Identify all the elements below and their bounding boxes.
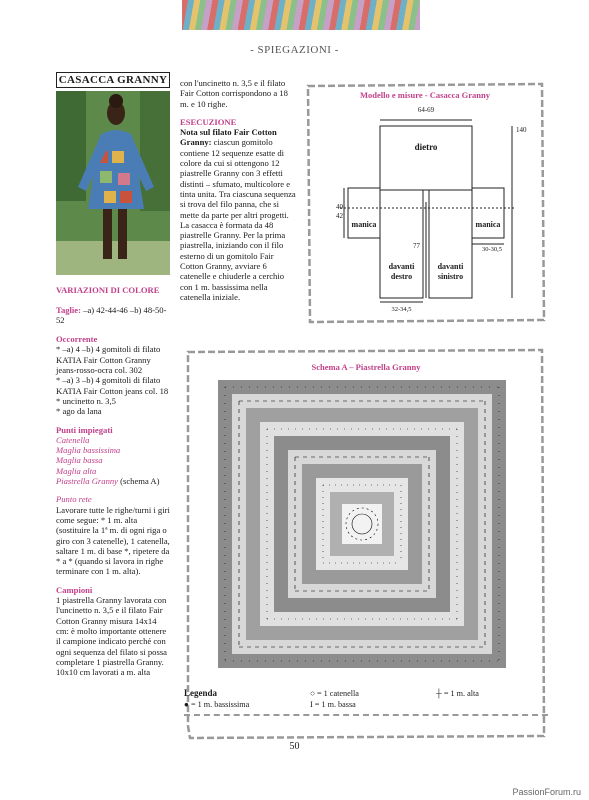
- bottom-width-label: 32-34,5: [391, 306, 412, 313]
- stitch-item: Maglia bassa: [56, 455, 103, 466]
- sizes-label: Taglie:: [56, 304, 81, 315]
- right-sleeve-label: manica: [475, 220, 501, 229]
- occorrente-item: * uncinetto n. 3,5: [56, 395, 116, 406]
- stitch-item: Catenella: [56, 434, 90, 445]
- yarn-note-title: Nota sul filato Fair Cotton Granny:: [180, 127, 277, 148]
- middle-column: [180, 78, 298, 302]
- open-circle-icon: ○: [310, 689, 315, 698]
- back-panel: [380, 126, 472, 190]
- legend-frame-bottom: [184, 714, 548, 728]
- sizes-text: –a) 42-44-46 –b) 48-50-52: [56, 304, 167, 325]
- model-photo: [56, 91, 170, 275]
- campioni-text: 1 piastrella Granny lavorata con l'uncinetto n. 3,5 e il filato Fair Cotton Granny misura 14x14 cm: è molto importante ottenere il campione indicato perché con ogni sequenza del filato si possa completare 1 piastrella Granny. 10x10 cm lavorati a m. alta: [56, 595, 167, 678]
- schema-title: Schema A – Piastrella Granny: [311, 362, 421, 372]
- punto-rete-text: Lavorare tutte le righe/turni i giri come segue: * 1 m. alta (sostituire la 1ª m. di ogni riga o giro con 3 catenelle), 1 catenella, saltare 1 m. di base *, ripetere da * a * (quando si lavora in righe terminare con 1 m. alta).: [56, 504, 170, 577]
- esecuzione-heading: ESECUZIONE: [180, 116, 237, 127]
- legend-catenella: ○ = 1 catenella: [310, 689, 359, 698]
- occorrente-heading: Occorrente: [56, 334, 98, 345]
- top-width-label: 64-69: [417, 106, 435, 114]
- page-number: 50: [289, 741, 300, 752]
- color-variations-heading: VARIAZIONI DI COLORE: [56, 285, 160, 296]
- left-sleeve: [348, 188, 380, 238]
- stitch-item: Maglia alta: [56, 465, 97, 476]
- filled-dot-icon: ●: [184, 700, 189, 709]
- intro-text: con l'uncinetto n. 3,5 e il filato Fair Cotton corrispondono a 18 m. e 10 righe.: [180, 78, 288, 109]
- left-column: [56, 72, 170, 677]
- punto-rete-heading: Punto rete: [56, 494, 92, 505]
- height-label: 140: [516, 126, 527, 134]
- punti-heading: Punti impiegati: [56, 424, 113, 435]
- stitch-item: Piastrella Granny: [56, 476, 118, 487]
- back-label: dietro: [414, 142, 438, 152]
- occorrente-item: * –a) 4 –b) 4 gomitoli di filato KATIA Fair Cotton Granny jeans-rosso-ocra col. 302: [56, 344, 161, 376]
- sleeve-height-label-2: 42: [336, 212, 343, 220]
- front-right-label: davanti destro: [388, 262, 415, 281]
- woman-in-granny-tunic-image: [56, 91, 170, 275]
- cross-stitch-icon: ┼: [436, 689, 442, 698]
- granny-square-chart: [218, 380, 506, 668]
- model-diagram-title: Modello e misure - Casacca Granny: [360, 90, 490, 100]
- watermark: PassionForum.ru: [512, 787, 581, 797]
- legend-bassissima: ● = 1 m. bassissima: [184, 700, 250, 709]
- pattern-title: CASACCA GRANNY: [56, 72, 170, 88]
- bar-icon: I: [310, 700, 313, 709]
- campioni-heading: Campioni: [56, 584, 93, 595]
- stitch-item: Maglia bassissima: [56, 445, 121, 456]
- legend-alta: ┼ = 1 m. alta: [436, 689, 479, 698]
- occorrente-item: * ago da lana: [56, 406, 102, 417]
- right-sleeve: [472, 188, 504, 238]
- execution-text: La casacca è formata da 48 piastrelle Granny. Per la prima piastrella, iniziando con il filo esterno di un gomitolo Fair Cotton Granny, avviare 6 catenelle e chiuderle a cerchio con 1 m. bassissima nella catenella iniziale.: [180, 219, 286, 302]
- yarn-note-text: ciascun gomitolo contiene 12 sequenze esatte di colore da cui si ottengono 12 piastrelle Granny con 3 effetti distinti – sfumato, multicolore e tinta unita. Tra ciascuna sequenza si trova del filo panna, che si mette da parte per altri progetti.: [180, 137, 296, 220]
- front-height-label: 77: [413, 242, 420, 250]
- sleeve-height-label-1: 40: [336, 203, 343, 211]
- stitch-item-suffix: (schema A): [117, 476, 160, 487]
- sleeve-width-label: 30-30,5: [481, 246, 503, 253]
- front-left-label: davanti sinistro: [437, 262, 464, 281]
- section-header: - SPIEGAZIONI -: [250, 44, 339, 56]
- left-sleeve-label: manica: [351, 220, 377, 229]
- legend-title: Legenda: [184, 688, 218, 698]
- occorrente-item: * –a) 3 –b) 4 gomitoli di filato KATIA Fair Cotton jeans col. 18: [56, 375, 169, 396]
- legend-bassa: I = 1 m. bassa: [310, 700, 356, 709]
- yarn-texture-banner: [182, 0, 420, 30]
